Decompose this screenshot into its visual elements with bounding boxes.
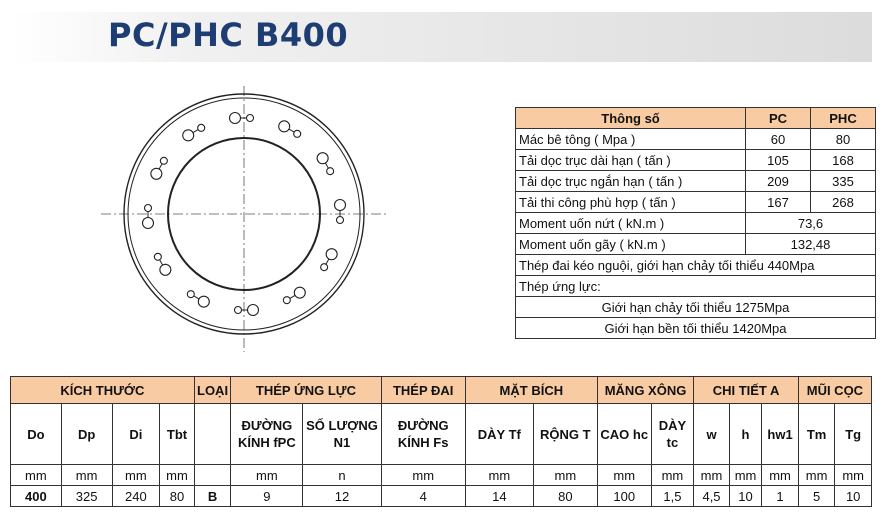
spec-row [516, 234, 876, 255]
spec-row-pc: 209 [746, 171, 811, 192]
data-row [11, 486, 872, 507]
unit-cell: mm [160, 465, 195, 486]
group-mat-bich: MẶT BÍCH [465, 377, 597, 404]
group-mui-coc: MŨI CỌC [798, 377, 871, 404]
unit-cell: mm [465, 465, 533, 486]
unit-cell: mm [835, 465, 872, 486]
spec-row-phc: 335 [811, 171, 876, 192]
bar-hole [151, 168, 162, 179]
bar-hole [187, 291, 194, 298]
col-fpc-line2: KÍNH fPC [237, 435, 296, 450]
dimensions-table [10, 376, 872, 507]
data-tc: 1,5 [651, 486, 694, 507]
unit-row [11, 465, 872, 486]
bar-hole [321, 264, 328, 271]
col-w: w [694, 404, 730, 465]
col-fpc [231, 404, 303, 465]
data-dp: 325 [61, 486, 112, 507]
spec-row-label: Tải thi công phù hợp ( tấn ) [516, 192, 746, 213]
spec-header-pc: PC [746, 108, 811, 129]
data-tg: 10 [835, 486, 872, 507]
group-mang-xong: MĂNG XÔNG [597, 377, 693, 404]
spec-header-param: Thông số [516, 108, 746, 129]
bar-hole [145, 205, 152, 212]
bar-hole [327, 168, 334, 175]
spec-row-label: Tải dọc trục dài hạn ( tấn ) [516, 150, 746, 171]
data-di: 240 [112, 486, 160, 507]
col-tm: Tm [798, 404, 835, 465]
spec-header-phc: PHC [811, 108, 876, 129]
unit-cell: n [303, 465, 381, 486]
unit-cell: mm [231, 465, 303, 486]
col-rong-t: RỘNG T [533, 404, 597, 465]
bar-hole [279, 121, 290, 132]
col-tg: Tg [835, 404, 872, 465]
bar-hole [160, 157, 167, 164]
col-tc-line2: tc [666, 435, 679, 450]
spec-row [516, 276, 876, 297]
spec-row-pc: 105 [746, 150, 811, 171]
subheader-row [11, 404, 872, 465]
bar-hole [198, 296, 209, 307]
bar-hole [154, 253, 161, 260]
group-thep-dai: THÉP ĐAI [381, 377, 465, 404]
col-tc [651, 404, 694, 465]
unit-cell: mm [729, 465, 761, 486]
bar-hole [230, 113, 241, 124]
data-fpc: 9 [231, 486, 303, 507]
col-dp: Dp [61, 404, 112, 465]
tensile-limit-note: Giới hạn bền tối thiểu 1420Mpa [516, 318, 876, 339]
col-h: h [729, 404, 761, 465]
spec-row [516, 213, 876, 234]
col-n1-line1: SỐ LƯỢNG [306, 418, 378, 433]
yield-limit-note: Giới hạn chảy tối thiểu 1275Mpa [516, 297, 876, 318]
data-w: 4,5 [694, 486, 730, 507]
spec-row [516, 255, 876, 276]
spec-row-label: Mác bê tông ( Mpa ) [516, 129, 746, 150]
bar-hole [326, 249, 337, 260]
bar-hole [143, 218, 154, 229]
bar-hole [183, 130, 194, 141]
data-fs: 4 [381, 486, 465, 507]
spec-row [516, 150, 876, 171]
bar-hole [235, 307, 242, 314]
data-h: 10 [729, 486, 761, 507]
spec-row-label: Moment uốn nứt ( kN.m ) [516, 213, 746, 234]
bar-hole [198, 124, 205, 131]
spec-row [516, 129, 876, 150]
pile-cross-section-drawing [96, 80, 396, 355]
col-fs-line1: ĐƯỜNG [397, 418, 449, 433]
data-tf: 14 [465, 486, 533, 507]
spec-row-phc: 268 [811, 192, 876, 213]
spec-row-merged-value: 73,6 [746, 213, 876, 234]
page-title: PC/PHC B400 [108, 16, 349, 54]
col-n1-line2: N1 [333, 435, 351, 450]
bar-hole [335, 200, 346, 211]
data-cao-hc: 100 [597, 486, 651, 507]
unit-cell: mm [112, 465, 160, 486]
unit-cell: mm [651, 465, 694, 486]
group-header-row [11, 377, 872, 404]
col-loai [194, 404, 231, 465]
col-fs-line2: KÍNH Fs [397, 435, 449, 450]
spec-row-phc: 168 [811, 150, 876, 171]
col-cao-hc: CAO hc [597, 404, 651, 465]
spec-row-merged-value: 132,48 [746, 234, 876, 255]
prestress-steel-label: Thép ứng lực: [516, 276, 876, 297]
spec-header-row [516, 108, 876, 129]
bar-hole [160, 264, 171, 275]
unit-cell: mm [762, 465, 799, 486]
col-fs [381, 404, 465, 465]
col-do: Do [11, 404, 62, 465]
data-loai: B [194, 486, 231, 507]
unit-cell: mm [61, 465, 112, 486]
group-chi-tiet-a: CHI TIẾT A [694, 377, 799, 404]
data-tm: 5 [798, 486, 835, 507]
unit-cell: mm [381, 465, 465, 486]
col-di: Di [112, 404, 160, 465]
bar-hole [283, 297, 290, 304]
group-thep-ung-luc: THÉP ỨNG LỰC [231, 377, 381, 404]
spec-row [516, 192, 876, 213]
group-kich-thuoc: KÍCH THƯỚC [11, 377, 195, 404]
spec-row-phc: 80 [811, 129, 876, 150]
bar-hole [337, 217, 344, 224]
spec-row [516, 171, 876, 192]
unit-cell: mm [694, 465, 730, 486]
spec-row-label: Moment uốn gãy ( kN.m ) [516, 234, 746, 255]
bar-hole [247, 115, 254, 122]
col-n1 [303, 404, 381, 465]
spec-row [516, 318, 876, 339]
bar-hole [317, 153, 328, 164]
col-tbt: Tbt [160, 404, 195, 465]
spec-row-label: Tải dọc trục ngắn hạn ( tấn ) [516, 171, 746, 192]
data-n1: 12 [303, 486, 381, 507]
group-loai: LOẠI [194, 377, 231, 404]
col-tc-line1: DÀY [658, 418, 687, 433]
unit-cell: mm [798, 465, 835, 486]
spec-row-pc: 167 [746, 192, 811, 213]
data-tbt: 80 [160, 486, 195, 507]
spec-table [515, 107, 876, 339]
col-hw1: hw1 [762, 404, 799, 465]
col-tf: DÀY Tf [465, 404, 533, 465]
spec-row [516, 297, 876, 318]
data-hw1: 1 [762, 486, 799, 507]
bar-hole [294, 287, 305, 298]
bar-hole [294, 130, 301, 137]
unit-cell: mm [11, 465, 62, 486]
unit-cell: mm [533, 465, 597, 486]
unit-cell [194, 465, 231, 486]
spec-row-pc: 60 [746, 129, 811, 150]
col-fpc-line1: ĐƯỜNG [241, 418, 293, 433]
bar-hole [248, 305, 259, 316]
data-rong-t: 80 [533, 486, 597, 507]
unit-cell: mm [597, 465, 651, 486]
stirrup-steel-note: Thép đai kéo nguội, giới hạn chảy tối thiểu 440Mpa [516, 255, 876, 276]
data-do: 400 [11, 486, 62, 507]
